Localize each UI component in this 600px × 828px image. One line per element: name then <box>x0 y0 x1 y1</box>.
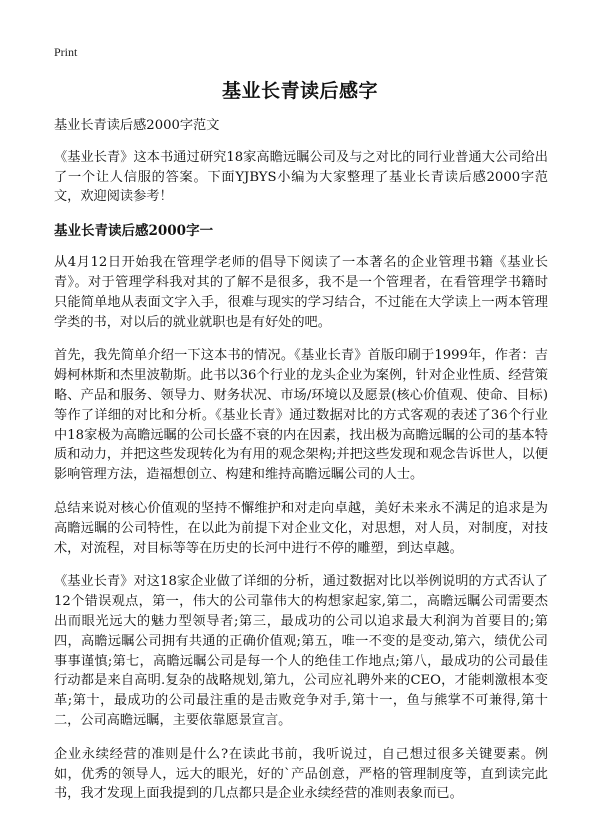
body-paragraph: 《基业长青》对这18家企业做了详细的分析，通过数据对比以举例说明的方式否认了12个错误观点，第一，伟大的公司靠伟大的构想家起家,第二，高瞻远瞩公司需要杰出而眼光远大的魅力型领导者;第三，最成功的公司以追求最大利润为首要目的;第四，高瞻远瞩公司拥有共通的正确价值观;第五，唯一不变的是变动,第六，绩优公司事事谨慎;第七，高瞻远瞩公司是每一个人的绝佳工作地点;第八，最成功的公司最佳行动都是来自高明.复杂的战略规划,第九，公司应礼聘外来的CEO，才能刺激根本变革;第十，最成功的公司最注重的是击败竞争对手,第十一，鱼与熊掌不可兼得,第十二，公司高瞻远瞩，主要依靠愿景宣言。 <box>54 574 548 728</box>
body-paragraph: 企业永续经营的准则是什么?在读此书前，我听说过，自己想过很多关键要素。例如，优秀的领导人，远大的眼光，好的`产品创意，严格的管理制度等，直到读完此书，我才发现上面我提到的几点都只是企业永续经营的准则表象而已。 <box>54 746 548 802</box>
article-body <box>54 116 548 818</box>
body-paragraph: 首先，我先简单介绍一下这本书的情况。《基业长青》首版印刷于1999年，作者：吉姆柯林斯和杰里波勒斯。此书以36个行业的龙头企业为案例，针对企业性质、经营策略、产品和服务、领导力、财务状况、市场/环境以及愿景(核心价值观、使命、目标)等作了详细的对比和分析。《基业长青》通过数据对比的方式客观的表述了36个行业中18家极为高瞻远瞩的公司长盛不衰的内在因素，找出极为高瞻远瞩的公司的基本特质和动力，并把这些发现转化为有用的观念架构;并把这些发现和观念告诉世人，以便影响管理方法，造福想创立、构建和维持高瞻远瞩公司的人士。 <box>54 348 548 483</box>
section-heading: 基业长青读后感2000字一 <box>54 223 214 240</box>
print-link[interactable]: Print <box>54 45 78 59</box>
page-title: 基业长青读后感字 <box>221 80 378 102</box>
body-paragraph: 总结来说对核心价值观的坚持不懈维护和对走向卓越，美好未来永不满足的追求是为高瞻远瞩的公司特性，在以此为前提下对企业文化，对思想，对人员，对制度，对技术，对流程，对目标等等在历史的长河中进行不停的雕塑，到达卓越。 <box>54 500 548 556</box>
intro-paragraph: 《基业长青》这本书通过研究18家高瞻远瞩公司及与之对比的同行业普通大公司给出了一个让人信服的答案。下面YJBYS小编为大家整理了基业长青读后感2000字范文，欢迎阅读参考！ <box>54 149 548 205</box>
body-paragraph: 从4月12日开始我在管理学老师的倡导下阅读了一本著名的企业管理书籍《基业长青》。对于管理学科我对其的了解不是很多，我不是一个管理者，在看管理学书籍时只能简单地从表面文字入手，很难与现实的学习结合，不过能在大学读上一两本管理学类的书，对以后的就业就职也是有好处的吧。 <box>54 255 548 330</box>
article-subtitle: 基业长青读后感2000字范文 <box>54 118 220 133</box>
